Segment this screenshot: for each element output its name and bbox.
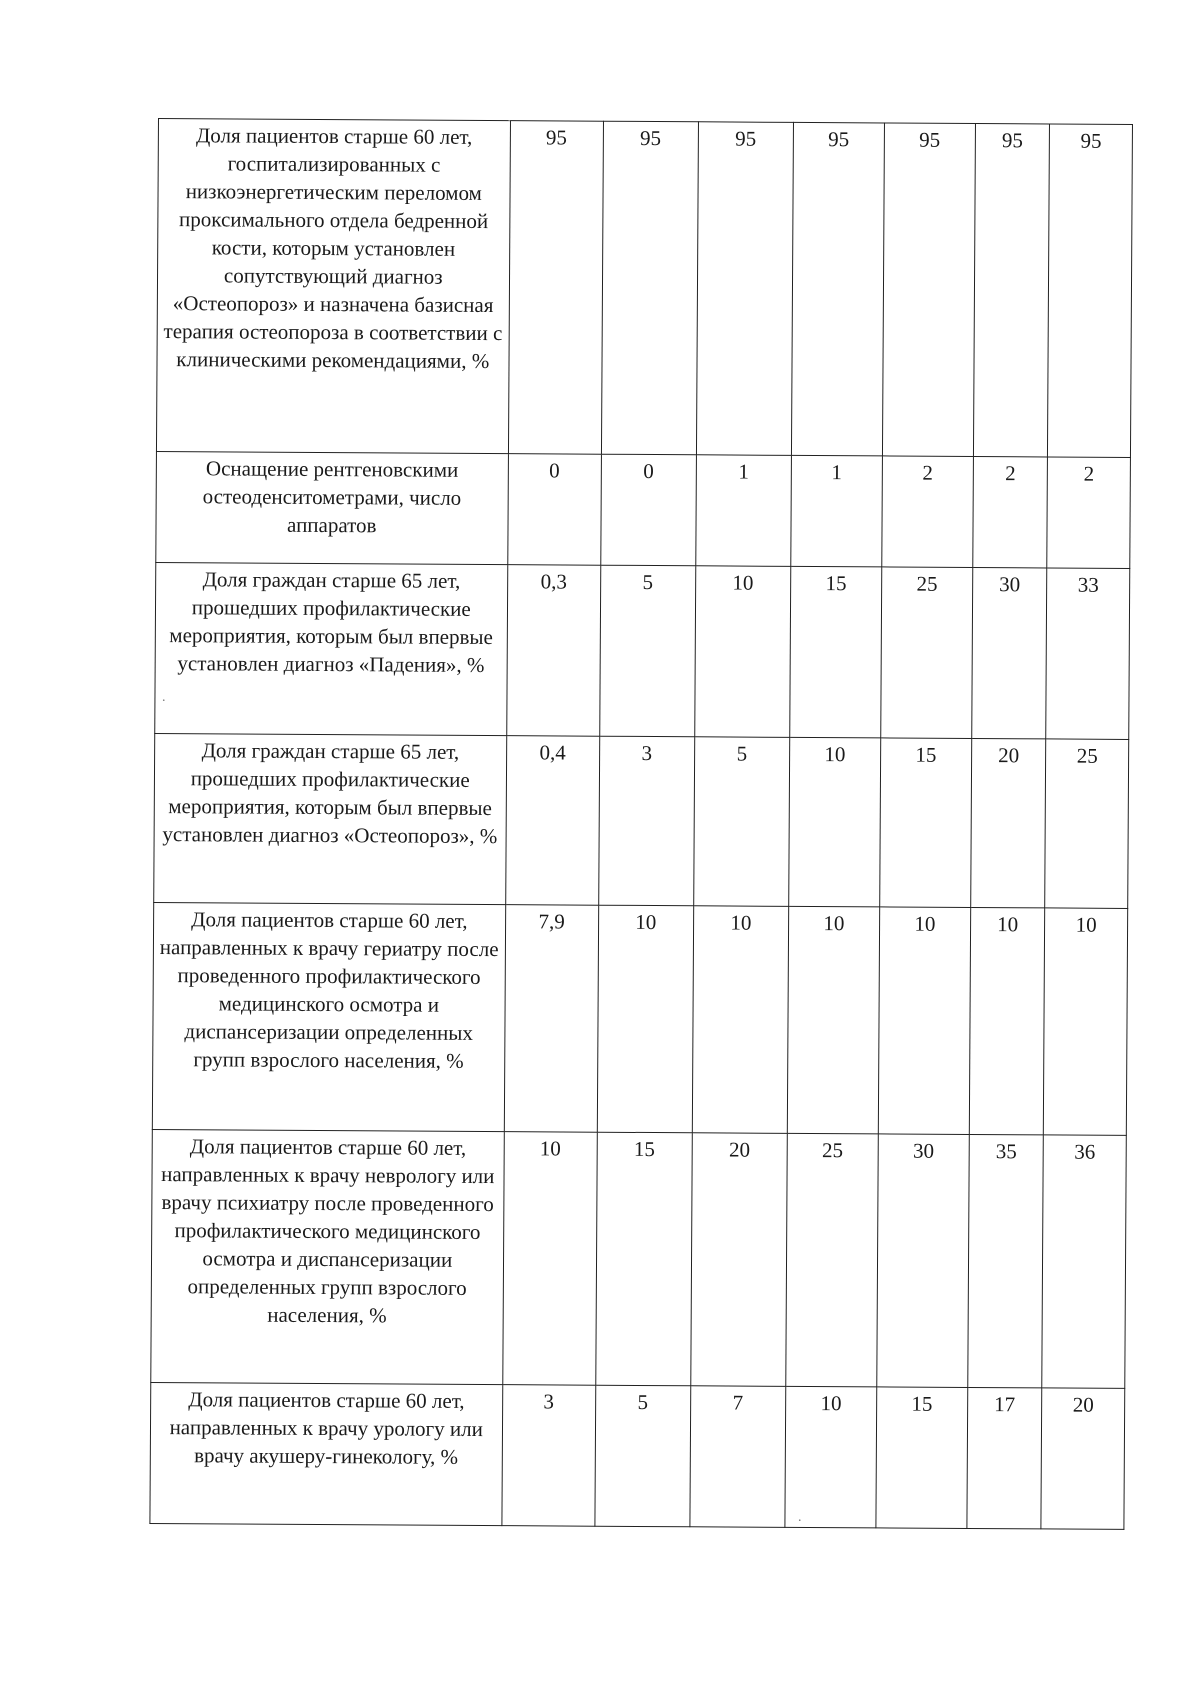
indicator-label: Доля пациентов старше 60 лет, направленных к врачу гериатру после проведенного профилактического медицинского осмотра и диспансеризации определенных групп взрослого населения, % xyxy=(152,902,505,1131)
indicator-label: Доля пациентов старше 60 лет, направленных к врачу урологу или врачу акушеру-гинекологу, % xyxy=(150,1382,502,1525)
indicator-value: 15 xyxy=(595,1132,692,1386)
indicator-value: 10 xyxy=(692,906,789,1134)
indicator-value: 0 xyxy=(600,454,696,566)
indicator-value: 1 xyxy=(791,455,883,567)
indicator-value: 5 xyxy=(693,737,789,907)
indicator-value: 10 xyxy=(694,566,790,738)
indicator-value: 0,4 xyxy=(505,736,599,906)
indicator-value: 0 xyxy=(507,454,601,566)
indicator-value: 5 xyxy=(594,1385,690,1527)
table-row xyxy=(150,1382,1125,1529)
table-row xyxy=(154,733,1129,908)
indicator-value: 10 xyxy=(878,907,970,1135)
indicator-value: 10 xyxy=(969,907,1045,1134)
indicator-value: 15 xyxy=(880,738,972,908)
table-row xyxy=(156,451,1131,568)
indicator-value: 10 xyxy=(789,737,881,907)
indicators-table xyxy=(149,118,1133,1530)
indicator-label: Оснащение рентгеновскими остеоденситометрами, число аппаратов xyxy=(156,451,508,564)
indicator-value: 25 xyxy=(786,1133,879,1387)
indicator-value: 20 xyxy=(1041,1388,1125,1530)
indicator-value: 35 xyxy=(968,1134,1044,1387)
indicator-label: Доля граждан старше 65 лет, прошедших профилактические мероприятия, которым был впервые установлен диагноз «Падения», % xyxy=(155,562,508,735)
scan-speck: . xyxy=(162,690,166,705)
indicator-value: 30 xyxy=(972,567,1047,738)
indicator-value: 95 xyxy=(508,121,603,455)
indicator-value: 33 xyxy=(1046,568,1130,740)
indicator-value: 10 xyxy=(502,1132,597,1386)
indicator-value: 95 xyxy=(696,122,793,456)
indicator-value: 10 xyxy=(597,905,694,1133)
indicator-value: 0,3 xyxy=(506,565,600,737)
indicator-value: 10 xyxy=(787,906,879,1134)
indicator-value: 95 xyxy=(882,123,975,457)
indicator-value: 30 xyxy=(877,1134,970,1388)
indicator-value: 20 xyxy=(690,1133,787,1387)
indicator-label: Доля пациентов старше 60 лет, госпитализированных с низкоэнергетическим переломом проксимального отдела бедренной кости, которым установлен сопутствующий диагноз «Остеопороз» и назначена базисная терапия остеопороза в соответствии с клиническими рекомендациями, % xyxy=(156,119,510,454)
indicator-value: 3 xyxy=(501,1385,595,1527)
indicator-value: 10 xyxy=(785,1386,877,1528)
indicator-value: 5 xyxy=(599,565,695,737)
indicator-value: 10 xyxy=(1044,908,1128,1136)
indicator-value: 15 xyxy=(876,1387,968,1529)
indicator-value: 15 xyxy=(790,566,882,738)
indicator-value: 7,9 xyxy=(504,905,598,1133)
indicator-value: 2 xyxy=(882,456,974,568)
indicator-value: 95 xyxy=(1048,124,1133,457)
table-row xyxy=(152,902,1127,1135)
indicator-value: 7 xyxy=(690,1386,786,1528)
table-row xyxy=(151,1129,1127,1388)
indicator-value: 2 xyxy=(1047,457,1130,569)
indicator-value: 20 xyxy=(971,738,1046,907)
indicator-value: 36 xyxy=(1042,1135,1126,1389)
indicator-value: 95 xyxy=(973,123,1049,456)
indicator-value: 17 xyxy=(967,1387,1042,1528)
indicator-value: 2 xyxy=(973,456,1048,567)
indicator-value: 25 xyxy=(1045,739,1129,909)
indicator-value: 95 xyxy=(791,122,884,456)
indicator-value: 95 xyxy=(601,121,698,455)
indicator-value: 1 xyxy=(695,455,791,567)
table-row xyxy=(155,562,1130,739)
indicator-label: Доля граждан старше 65 лет, прошедших профилактические мероприятия, которым был впервые установлен диагноз «Остеопороз», % xyxy=(154,733,507,904)
indicator-value: 3 xyxy=(598,736,694,906)
table-row xyxy=(156,119,1132,458)
indicator-value: 25 xyxy=(881,567,973,739)
scan-speck: . xyxy=(798,1510,802,1525)
indicator-label: Доля пациентов старше 60 лет, направленных к врачу неврологу или врачу психиатру после проведенного профилактического медицинского осмотра и диспансеризации определенных групп взрослого населения, % xyxy=(151,1129,504,1384)
